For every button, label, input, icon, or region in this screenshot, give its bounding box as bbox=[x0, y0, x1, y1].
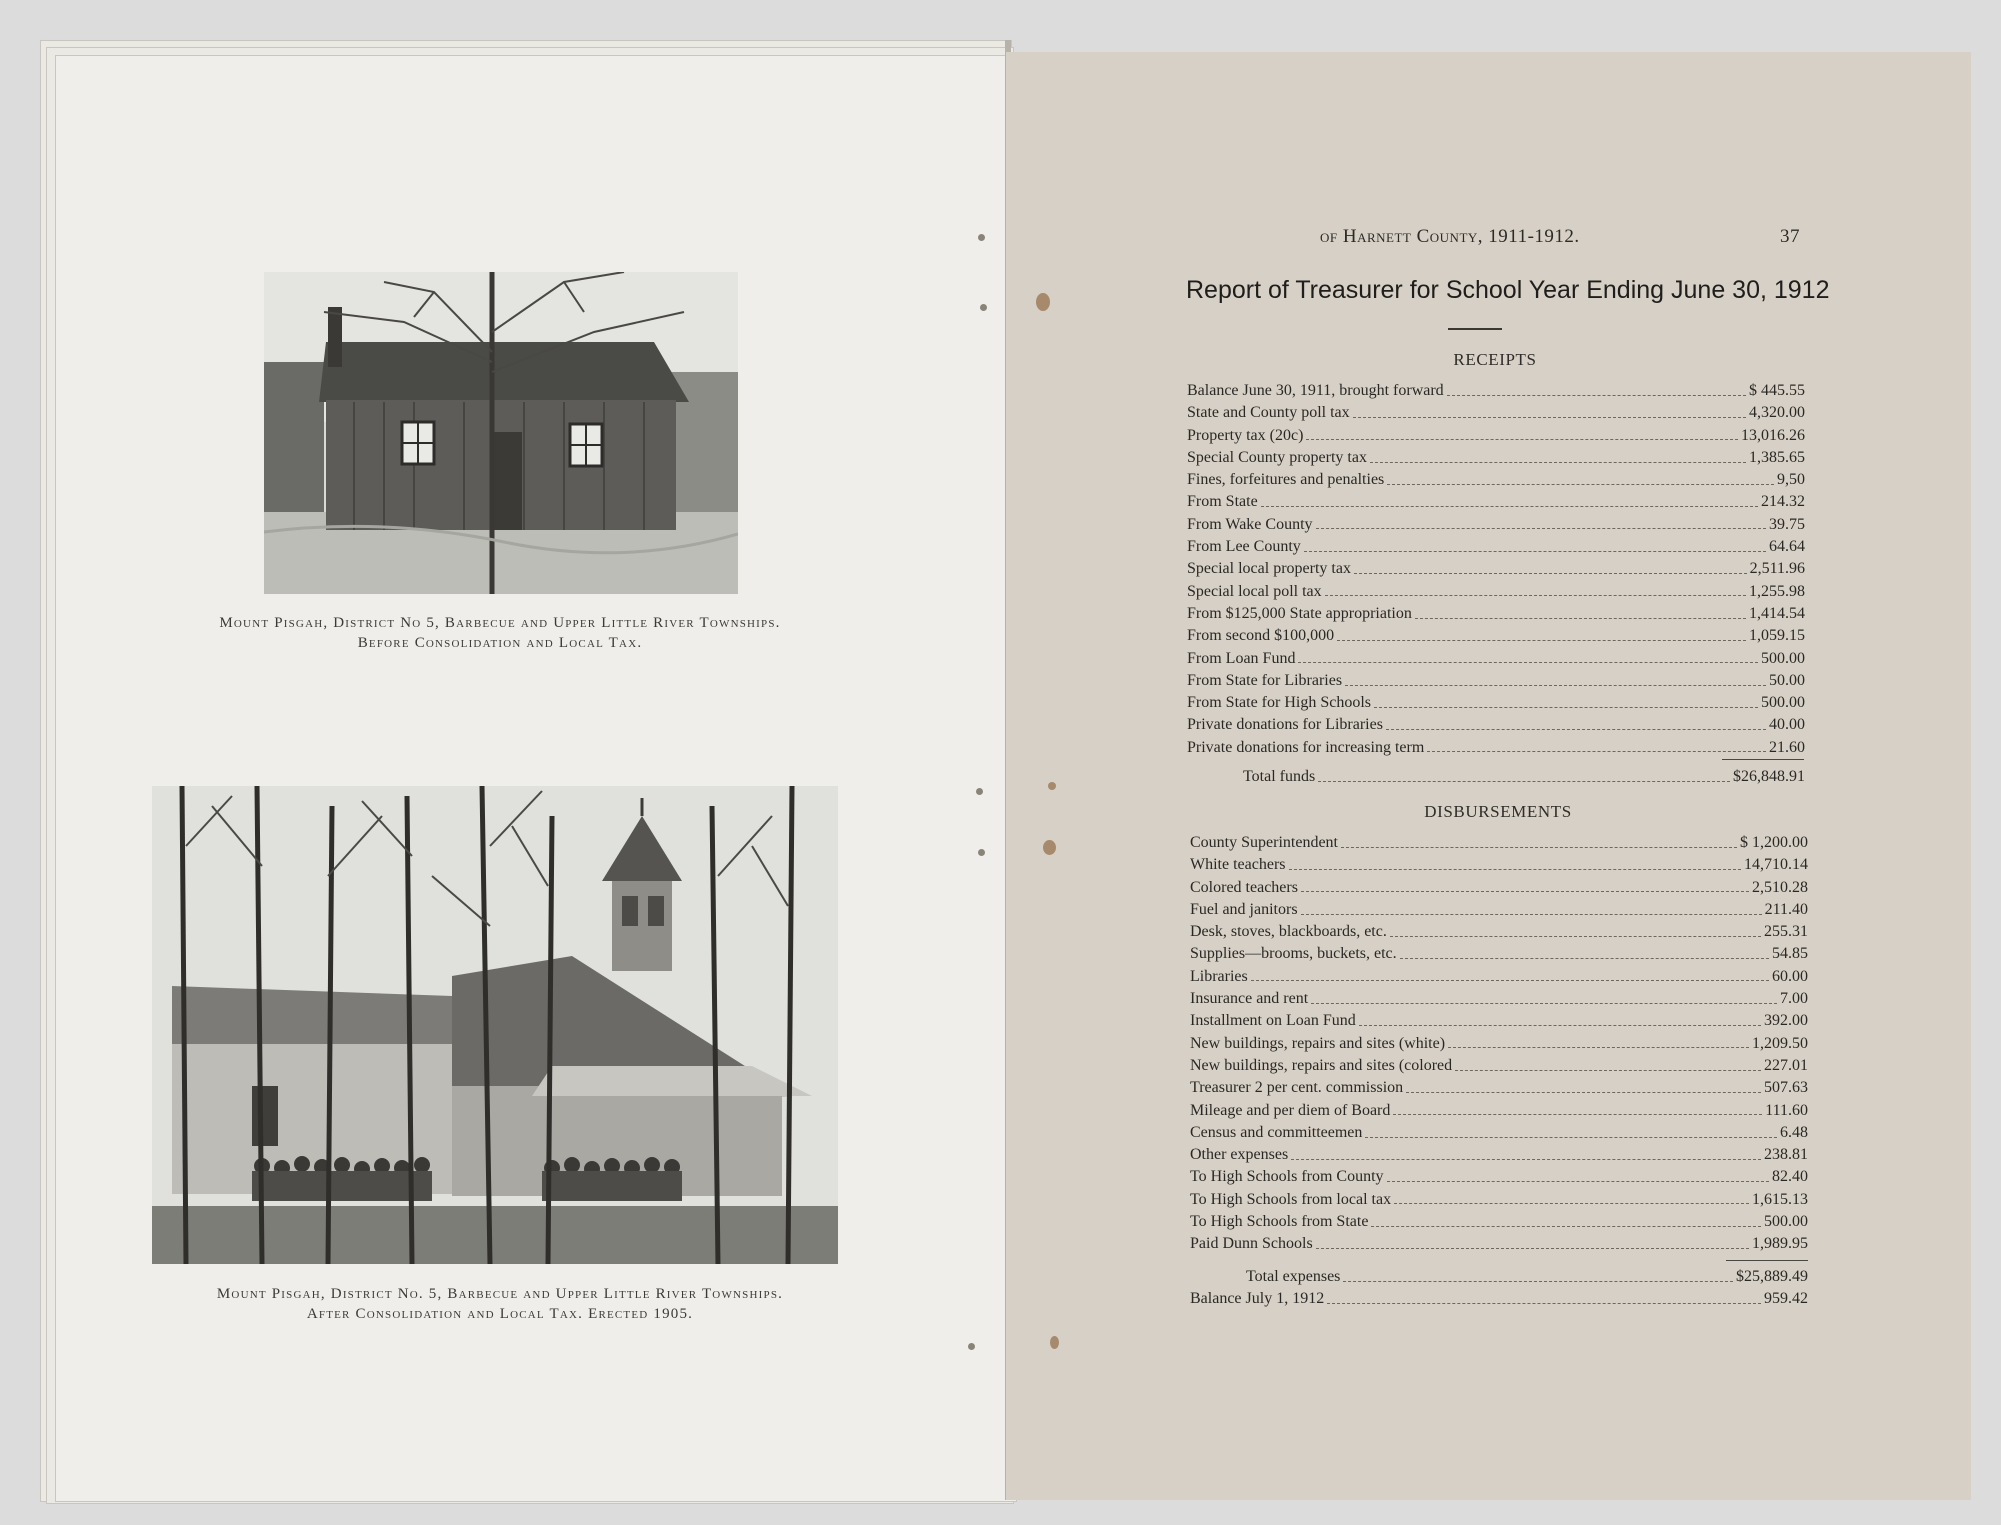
caption-line: After Consolidation and Local Tax. Erected 1905. bbox=[306, 1306, 694, 1322]
balance-amount: 959.42 bbox=[1764, 1290, 1808, 1308]
ledger-label: Other expenses bbox=[1190, 1146, 1289, 1164]
ledger-label: New buildings, repairs and sites (colored bbox=[1190, 1056, 1453, 1074]
ledger-row bbox=[1190, 899, 1808, 921]
receipts-sum-rule bbox=[1722, 759, 1804, 760]
leader-dots bbox=[1318, 781, 1730, 782]
leader-dots bbox=[1345, 685, 1766, 686]
ledger-label: Census and committeemen bbox=[1190, 1123, 1363, 1141]
leader-dots bbox=[1400, 958, 1769, 959]
binding-hole bbox=[1043, 840, 1056, 855]
ledger-amount: 7.00 bbox=[1780, 990, 1808, 1008]
ledger-row bbox=[1190, 1100, 1808, 1122]
ledger-row bbox=[1187, 603, 1805, 625]
ledger-label: Property tax (20c) bbox=[1187, 426, 1304, 444]
leader-dots bbox=[1354, 573, 1747, 574]
ledger-amount: 214.32 bbox=[1761, 493, 1805, 511]
ledger-label: Fuel and janitors bbox=[1190, 900, 1298, 918]
leader-dots bbox=[1341, 847, 1737, 848]
ledger-label: Fines, forfeitures and penalties bbox=[1187, 471, 1385, 489]
ledger-label: From Loan Fund bbox=[1187, 649, 1296, 667]
ledger-amount: 2,510.28 bbox=[1752, 878, 1808, 896]
ledger-label: Mileage and per diem of Board bbox=[1190, 1101, 1391, 1119]
ledger-label: Installment on Loan Fund bbox=[1190, 1012, 1356, 1030]
ledger-label: Paid Dunn Schools bbox=[1190, 1235, 1313, 1253]
ledger-label: Balance June 30, 1911, brought forward bbox=[1187, 382, 1444, 399]
leader-dots bbox=[1311, 1003, 1777, 1004]
leader-dots bbox=[1301, 914, 1762, 915]
ledger-label: New buildings, repairs and sites (white) bbox=[1190, 1034, 1446, 1052]
ledger-row bbox=[1190, 877, 1808, 899]
ledger-amount: 21.60 bbox=[1769, 738, 1805, 756]
caption-line: Mount Pisgah, District No. 5, Barbecue and Upper Little River Townships. bbox=[216, 1286, 784, 1302]
ledger-label: Libraries bbox=[1190, 967, 1248, 985]
leader-dots bbox=[1316, 1248, 1749, 1249]
ledger-amount: 13,016.26 bbox=[1741, 426, 1805, 444]
ledger-row bbox=[1187, 714, 1805, 736]
ledger-label: Colored teachers bbox=[1190, 878, 1298, 896]
leader-dots bbox=[1374, 707, 1758, 708]
ledger-label: County Superintendent bbox=[1190, 834, 1338, 851]
ledger-row bbox=[1190, 943, 1808, 965]
photo-caption-before bbox=[130, 613, 870, 653]
binding-hole bbox=[976, 788, 983, 795]
leader-dots bbox=[1306, 439, 1738, 440]
ledger-row bbox=[1190, 832, 1808, 854]
ledger-amount: 40.00 bbox=[1769, 716, 1805, 734]
photo-caption-after bbox=[100, 1284, 900, 1324]
disbursements-heading: DISBURSEMENTS bbox=[1424, 802, 1572, 821]
ledger-row bbox=[1190, 1166, 1808, 1188]
disbursements-sum-rule bbox=[1726, 1260, 1808, 1261]
leader-dots bbox=[1415, 618, 1746, 619]
ledger-amount: 4,320.00 bbox=[1749, 404, 1805, 422]
leader-dots bbox=[1291, 1159, 1761, 1160]
leader-dots bbox=[1343, 1281, 1733, 1282]
ledger-label: From State for High Schools bbox=[1187, 694, 1371, 712]
ledger-amount: 1,989.95 bbox=[1752, 1235, 1808, 1253]
ledger-amount: 14,710.14 bbox=[1744, 856, 1808, 874]
ledger-row bbox=[1187, 737, 1805, 759]
ledger-amount: 500.00 bbox=[1761, 649, 1805, 667]
ledger-row bbox=[1187, 380, 1805, 402]
ledger-amount: $ 445.55 bbox=[1749, 382, 1805, 399]
ledger-label: To High Schools from State bbox=[1190, 1213, 1369, 1231]
ledger-row bbox=[1190, 988, 1808, 1010]
ledger-amount: 211.40 bbox=[1764, 900, 1808, 918]
ledger-label: State and County poll tax bbox=[1187, 404, 1350, 422]
leader-dots bbox=[1337, 640, 1746, 641]
ledger-amount: 50.00 bbox=[1769, 671, 1805, 689]
binding-hole bbox=[1048, 782, 1056, 790]
ledger-label: Desk, stoves, blackboards, etc. bbox=[1190, 923, 1387, 941]
ledger-amount: 54.85 bbox=[1772, 945, 1808, 963]
ledger-amount: $ 1,200.00 bbox=[1740, 834, 1808, 851]
binding-hole bbox=[978, 849, 985, 856]
report-title: Report of Treasurer for School Year Ending June 30, 1912 bbox=[1186, 276, 1830, 304]
ledger-row bbox=[1190, 1010, 1808, 1032]
disbursements-total-row bbox=[1190, 1266, 1808, 1288]
ledger-label: From second $100,000 bbox=[1187, 627, 1335, 645]
ledger-label: To High Schools from County bbox=[1190, 1168, 1384, 1186]
ledger-amount: 60.00 bbox=[1772, 967, 1808, 985]
receipts-total-row bbox=[1187, 766, 1805, 788]
binding-hole bbox=[968, 1343, 975, 1350]
receipts-total-label: Total funds bbox=[1243, 768, 1316, 785]
ledger-row bbox=[1187, 648, 1805, 670]
binding-hole bbox=[1050, 1336, 1059, 1349]
ledger-row bbox=[1187, 692, 1805, 714]
ledger-label: Special local poll tax bbox=[1187, 582, 1322, 600]
ledger-amount: 1,059.15 bbox=[1749, 627, 1805, 645]
ledger-amount: 64.64 bbox=[1769, 538, 1805, 556]
disbursements-total-block bbox=[1190, 1266, 1808, 1311]
leader-dots bbox=[1386, 729, 1766, 730]
caption-line: Mount Pisgah, District No 5, Barbecue and Upper Little River Townships. bbox=[219, 615, 781, 631]
ledger-row bbox=[1190, 1144, 1808, 1166]
leader-dots bbox=[1394, 1203, 1749, 1204]
ledger-amount: 238.81 bbox=[1764, 1146, 1808, 1164]
ledger-row bbox=[1187, 514, 1805, 536]
ledger-row bbox=[1187, 625, 1805, 647]
disbursements-table bbox=[1190, 832, 1808, 1256]
ledger-amount: 1,615.13 bbox=[1752, 1190, 1808, 1208]
leader-dots bbox=[1316, 528, 1766, 529]
ledger-row bbox=[1190, 1055, 1808, 1077]
leader-dots bbox=[1251, 980, 1769, 981]
leader-dots bbox=[1325, 595, 1746, 596]
ledger-amount: 2,511.96 bbox=[1749, 560, 1805, 578]
ledger-amount: 1,255.98 bbox=[1749, 582, 1805, 600]
caption-line: Before Consolidation and Local Tax. bbox=[357, 635, 643, 651]
leader-dots bbox=[1393, 1114, 1762, 1115]
ledger-row bbox=[1190, 1211, 1808, 1233]
leader-dots bbox=[1289, 869, 1742, 870]
ledger-label: Supplies—brooms, buckets, etc. bbox=[1190, 945, 1397, 963]
ledger-amount: 82.40 bbox=[1772, 1168, 1808, 1186]
page-number: 37 bbox=[1780, 226, 1800, 247]
ledger-row bbox=[1187, 581, 1805, 603]
ledger-row bbox=[1190, 921, 1808, 943]
ledger-amount: 1,209.50 bbox=[1752, 1034, 1808, 1052]
title-rule bbox=[1448, 328, 1502, 330]
ledger-row bbox=[1190, 1077, 1808, 1099]
ledger-label: Private donations for Libraries bbox=[1187, 716, 1383, 734]
binding-hole bbox=[978, 234, 985, 241]
receipts-total-amount: $26,848.91 bbox=[1733, 768, 1805, 785]
ledger-row bbox=[1187, 670, 1805, 692]
ledger-amount: 6.48 bbox=[1780, 1123, 1808, 1141]
ledger-amount: 255.31 bbox=[1764, 923, 1808, 941]
ledger-row bbox=[1187, 491, 1805, 513]
leader-dots bbox=[1387, 1181, 1769, 1182]
ledger-row bbox=[1187, 469, 1805, 491]
ledger-row bbox=[1187, 558, 1805, 580]
ledger-label: White teachers bbox=[1190, 856, 1286, 874]
binding-hole bbox=[1036, 293, 1050, 311]
leader-dots bbox=[1365, 1137, 1777, 1138]
leader-dots bbox=[1353, 417, 1746, 418]
leader-dots bbox=[1390, 936, 1761, 937]
leader-dots bbox=[1406, 1092, 1761, 1093]
leader-dots bbox=[1427, 751, 1766, 752]
disbursements-total-amount: $25,889.49 bbox=[1736, 1268, 1808, 1285]
leader-dots bbox=[1370, 462, 1746, 463]
leader-dots bbox=[1298, 662, 1758, 663]
ledger-label: Special County property tax bbox=[1187, 448, 1367, 466]
leader-dots bbox=[1455, 1070, 1761, 1071]
receipts-heading: RECEIPTS bbox=[1453, 350, 1537, 369]
ledger-label: From State bbox=[1187, 493, 1258, 511]
ledger-label: From State for Libraries bbox=[1187, 671, 1343, 689]
ledger-label: To High Schools from local tax bbox=[1190, 1190, 1392, 1208]
ledger-row bbox=[1190, 1033, 1808, 1055]
ledger-label: From Wake County bbox=[1187, 515, 1313, 533]
ledger-label: Treasurer 2 per cent. commission bbox=[1190, 1079, 1404, 1097]
ledger-row bbox=[1187, 425, 1805, 447]
ledger-amount: 1,414.54 bbox=[1749, 604, 1805, 622]
leader-dots bbox=[1301, 891, 1749, 892]
leader-dots bbox=[1261, 506, 1758, 507]
ledger-row bbox=[1190, 966, 1808, 988]
ledger-amount: 500.00 bbox=[1761, 694, 1805, 712]
ledger-amount: 392.00 bbox=[1764, 1012, 1808, 1030]
receipts-table bbox=[1187, 380, 1805, 759]
ledger-amount: 1,385.65 bbox=[1749, 448, 1805, 466]
ledger-amount: 227.01 bbox=[1764, 1056, 1808, 1074]
ledger-amount: 111.60 bbox=[1765, 1101, 1808, 1119]
schoolhouse-before-photo bbox=[264, 272, 738, 594]
ledger-amount: 39.75 bbox=[1769, 515, 1805, 533]
schoolhouse-after-photo bbox=[152, 786, 838, 1264]
leader-dots bbox=[1387, 484, 1774, 485]
disbursements-total-label: Total expenses bbox=[1246, 1268, 1341, 1285]
leader-dots bbox=[1304, 551, 1766, 552]
ledger-label: From Lee County bbox=[1187, 538, 1301, 556]
ledger-row bbox=[1190, 1189, 1808, 1211]
running-head-title: of Harnett County, 1911-1912. bbox=[1320, 226, 1580, 247]
balance-row bbox=[1190, 1288, 1808, 1310]
leader-dots bbox=[1371, 1226, 1761, 1227]
balance-label: Balance July 1, 1912 bbox=[1190, 1290, 1325, 1308]
leader-dots bbox=[1448, 1047, 1749, 1048]
running-head bbox=[1320, 226, 1800, 248]
ledger-row bbox=[1190, 1233, 1808, 1255]
leader-dots bbox=[1447, 395, 1746, 396]
leader-dots bbox=[1327, 1303, 1761, 1304]
ledger-amount: 500.00 bbox=[1764, 1213, 1808, 1231]
receipts-total-block bbox=[1187, 766, 1805, 788]
ledger-row bbox=[1187, 402, 1805, 424]
ledger-row bbox=[1187, 536, 1805, 558]
ledger-label: Insurance and rent bbox=[1190, 990, 1309, 1008]
leader-dots bbox=[1359, 1025, 1761, 1026]
ledger-amount: 507.63 bbox=[1764, 1079, 1808, 1097]
binding-hole bbox=[980, 304, 987, 311]
ledger-amount: 9,50 bbox=[1777, 471, 1805, 489]
ledger-label: Special local property tax bbox=[1187, 560, 1351, 578]
ledger-row bbox=[1187, 447, 1805, 469]
ledger-row bbox=[1190, 1122, 1808, 1144]
ledger-label: Private donations for increasing term bbox=[1187, 738, 1425, 756]
ledger-row bbox=[1190, 854, 1808, 876]
ledger-label: From $125,000 State appropriation bbox=[1187, 604, 1412, 622]
